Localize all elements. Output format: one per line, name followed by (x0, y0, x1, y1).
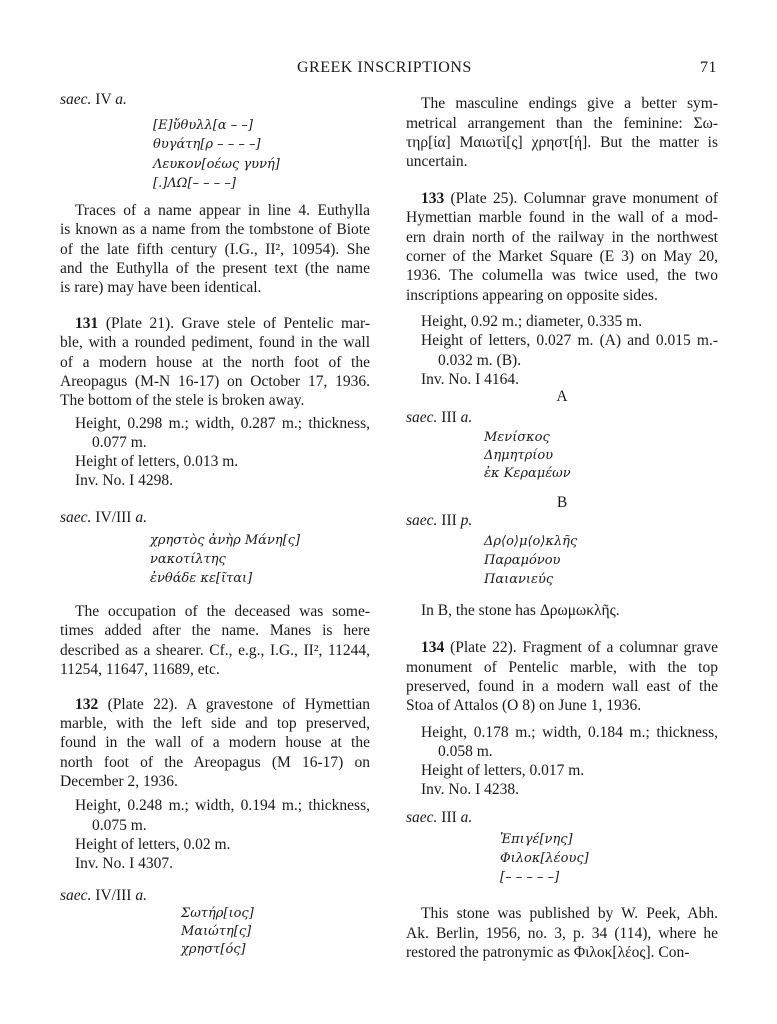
entry-131-line (75, 314, 370, 333)
entry-134-line (421, 638, 718, 657)
inscription-line: Ἐπιγέ[νης] (500, 832, 573, 847)
measurement-line: 0.032 m. (B). (438, 352, 522, 369)
inscription-line: ἐνθάδε κε[ῖται] (150, 571, 253, 586)
entry-133-line: Hymettian marble found in the wall of a mod- (406, 209, 718, 226)
inscription-line: [Ε]ὔθυλλ[α – –] (153, 118, 253, 133)
paragraph-line: τηρ[ία] Μαιωτὶ[ς] χρηστ[ή]. But the matter is (406, 134, 718, 151)
entry-132-line: found in the wall of a modern house at the (60, 734, 370, 751)
entry-132-line: north foot of the Areopagus (M 16-17) on (60, 754, 370, 771)
entry-134-line: preserved, found in a modern wall east of the (406, 678, 718, 695)
inscription-line: νακοτίλτης (150, 552, 226, 567)
face-label: B (556, 494, 568, 511)
paragraph-line: is known as a name from the tombstone of Biote (60, 221, 370, 238)
entry-number: 132 (75, 696, 99, 713)
running-title: GREEK INSCRIPTIONS (297, 59, 472, 76)
entry-133-line: ern drain north of the railway in the northwest (406, 229, 718, 246)
measurement-line: Height of letters, 0.017 m. (421, 762, 585, 779)
line-text: (Plate 25). Columnar grave monument of (450, 190, 718, 207)
date-label: saec. IV/III a. (60, 509, 147, 526)
date-label: saec. IV/III a. (60, 887, 147, 904)
inscription-line: Σωτήρ[ιος] (181, 906, 254, 921)
entry-132-line: December 2, 1936. (60, 773, 178, 790)
paragraph-line: This stone was published by W. Peek, Abh. (421, 905, 718, 922)
paragraph-line: Ak. Berlin, 1956, no. 3, p. 34 (114), where he (406, 925, 718, 942)
measurement-line: 0.077 m. (92, 434, 147, 451)
measurement-line: 0.075 m. (92, 817, 147, 834)
measurement-line: Height of letters, 0.027 m. (A) and 0.015 m.- (421, 332, 718, 349)
line-text: (Plate 22). A gravestone of Hymettian (107, 696, 371, 713)
paragraph-line: metrical arrangement than the feminine: Σω- (406, 115, 718, 132)
inscription-line: Φιλοκ[λέους] (500, 851, 589, 866)
inscription-line: χρηστὸς ἀνὴρ Μάνη[ς] (150, 533, 301, 548)
entry-number: 134 (421, 639, 445, 656)
measurement-line: Inv. No. I 4238. (421, 781, 520, 798)
measurement-line: Inv. No. I 4298. (75, 472, 174, 489)
measurement-line: Inv. No. I 4307. (75, 855, 174, 872)
entry-number: 133 (421, 190, 445, 207)
line-text: (Plate 21). Grave stele of Pentelic mar- (105, 315, 371, 332)
entry-131-line: of a modern house at the north foot of the (60, 354, 370, 371)
entry-131-line: The bottom of the stele is broken away. (60, 392, 305, 409)
measurement-line: Height, 0.248 m.; width, 0.194 m.; thickness, (75, 797, 370, 814)
measurement-line: Height of letters, 0.013 m. (75, 453, 239, 470)
date-label: saec. III a. (406, 409, 473, 426)
measurement-line: Inv. No. I 4164. (421, 371, 520, 388)
date-label: saec. III p. (406, 512, 473, 529)
paragraph-line: The masculine endings give a better sym- (421, 95, 718, 112)
inscription-line: χρηστ[ός] (181, 942, 246, 957)
inscription-line: Παιανιεύς (484, 572, 554, 587)
entry-134-line: Stoa of Attalos (O 8) on June 1, 1936. (406, 697, 642, 714)
entry-number: 131 (75, 315, 99, 332)
inscription-line: θυγάτη[ρ – – – –] (153, 137, 261, 152)
measurement-line: Height, 0.298 m.; width, 0.287 m.; thickness, (75, 415, 370, 432)
paragraph-line: restored the patronymic as Φιλοκ[λέος]. Con- (406, 944, 690, 961)
line-text: (Plate 22). Fragment of a columnar grave (450, 639, 718, 656)
measurement-line: 0.058 m. (438, 743, 493, 760)
entry-132-line (75, 695, 370, 714)
entry-133-line: corner of the Market Square (E 3) on May 20, (406, 248, 718, 265)
date-label: saec. IV a. (60, 91, 127, 108)
face-label: A (556, 388, 568, 405)
measurement-line: Height, 0.178 m.; width, 0.184 m.; thickness, (421, 724, 718, 741)
measurement-line: Height of letters, 0.02 m. (75, 836, 231, 853)
paragraph-line: 11254, 11647, 11689, etc. (60, 661, 220, 678)
inscription-line: Παραμόνου (484, 553, 561, 568)
paragraph-line: The occupation of the deceased was some- (75, 603, 370, 620)
entry-134-line: monument of Pentelic marble, with the top (406, 659, 718, 676)
inscription-line: Μενίσκος (484, 430, 550, 445)
inscription-line: Δημητρίου (484, 448, 554, 463)
paragraph-line: uncertain. (406, 153, 468, 170)
paragraph-line: Traces of a name appear in line 4. Euthylla (75, 202, 370, 219)
paragraph-line: times added after the name. Manes is here (60, 622, 370, 639)
paragraph-line: In B, the stone has Δρωμωκλῆς. (421, 602, 620, 619)
inscription-line: ἐκ Κεραμέων (484, 466, 571, 481)
paragraph-line: of the late fifth century (I.G., II², 10954). She (60, 241, 370, 258)
entry-133-line: inscriptions appearing on opposite sides. (406, 287, 658, 304)
paragraph-line: and the Euthylla of the present text (the name (60, 260, 370, 277)
entry-133-line (421, 189, 718, 208)
inscription-line: [– – – – –] (500, 870, 560, 885)
entry-131-line: Areopagus (M-N 16-17) on October 17, 1936. (60, 373, 370, 390)
entry-131-line: ble, with a rounded pediment, found in the wall (60, 334, 370, 351)
inscription-line: Δρ⟨ο⟩μ⟨ο⟩κλῆς (484, 534, 578, 549)
paragraph-line: is rare) may have been identical. (60, 279, 262, 296)
paragraph-line: described as a shearer. Cf., e.g., I.G., II², 11244, (60, 642, 370, 659)
page-number: 71 (700, 59, 717, 76)
inscription-line: Λευκον[οέως γυνή] (153, 157, 280, 172)
measurement-line: Height, 0.92 m.; diameter, 0.335 m. (421, 313, 643, 330)
date-label: saec. III a. (406, 809, 473, 826)
inscription-line: [.]ΛΩ[– – – –] (153, 176, 236, 191)
inscription-line: Μαιώτη[ς] (181, 924, 252, 939)
entry-132-line: marble, with the left side and top preserved, (60, 715, 370, 732)
entry-133-line: 1936. The columella was twice used, the two (406, 267, 718, 284)
